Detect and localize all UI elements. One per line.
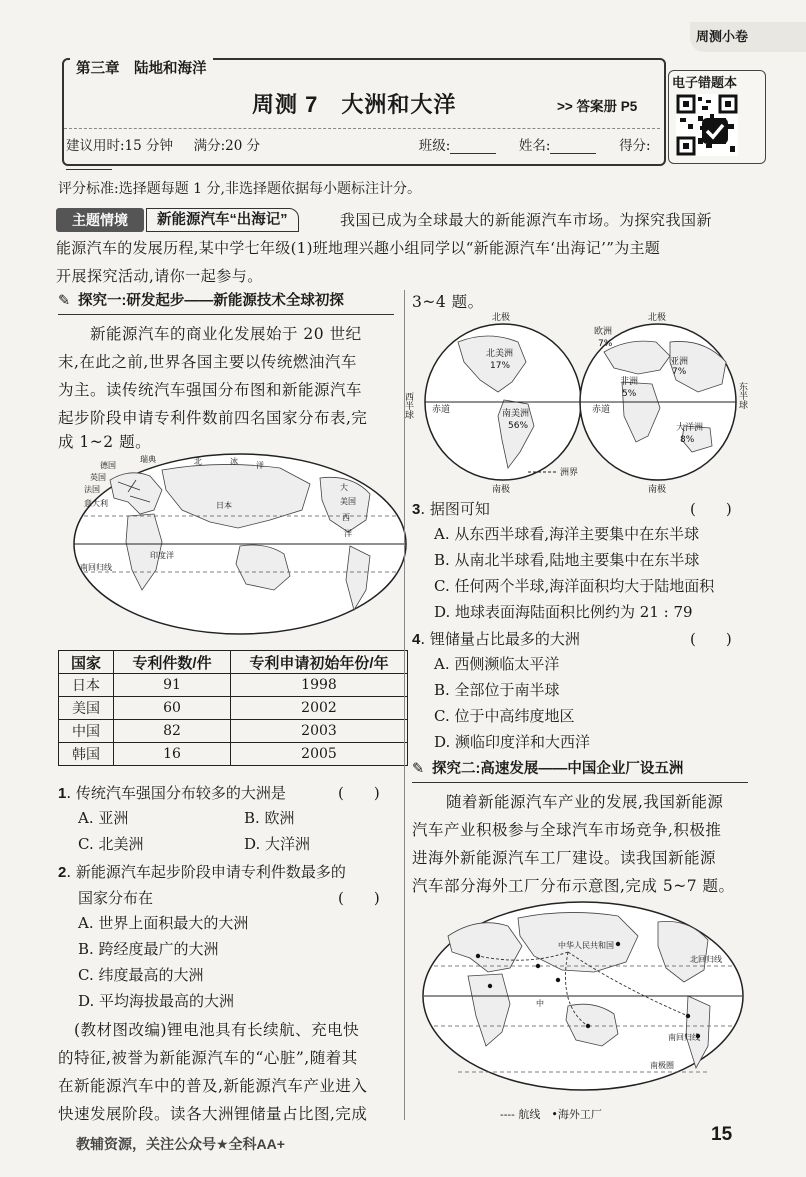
label-oc-pct: 8% [680,435,695,445]
q4-option-a[interactable]: A. 西侧濒临太平洋 [434,655,560,673]
label-af-pct: 5% [622,389,637,399]
map1-label-germany: 德国 [100,461,116,470]
inquiry1-line-4: 起步阶段申请专利件数前四名国家分布表,完 [58,409,368,427]
overseas-factory-map [418,896,748,1106]
meta-row [66,134,656,170]
map2-label-china: 中华人民共和国 [558,941,614,950]
question-1 [58,782,286,803]
question-2 [58,861,346,882]
score-label: 满分:20 分 [193,138,261,154]
name-field[interactable] [550,139,596,154]
table-header: 国家 [59,651,114,674]
label-sa-pct: 56% [508,421,529,431]
table-cell: 91 [114,674,231,697]
q2-option-a[interactable]: A. 世界上面积最大的大洲 [78,914,249,932]
label-as: 亚洲 [670,357,689,367]
globe-east-side: 东半球 [737,382,747,409]
globe-east-south: 南极 [648,485,667,495]
q4-answer-paren[interactable]: ( ) [690,630,732,648]
label-na-pct: 17% [490,361,511,371]
header-divider [64,128,660,129]
inquiry2-line-3: 进海外新能源汽车工厂建设。读我国新能源 [412,849,717,867]
battery-line-4: 快速发展阶段。读各大洲锂储量占比图,完成 [58,1105,368,1123]
inquiry1-line-3: 为主。读传统汽车强国分布图和新能源汽车 [58,381,363,399]
label-oc: 大洋洲 [676,423,704,433]
table-cell: 1998 [231,674,408,697]
map1-label-xi: 西 [342,513,350,522]
answer-ref[interactable]: >> 答案册 P5 [557,99,638,114]
question-number: 1 [58,785,67,802]
inquiry1-line-1: 新能源汽车的商业化发展始于 20 世纪 [90,325,362,343]
question-number: 2 [58,864,67,881]
inquiry2-heading [412,758,748,783]
hemisphere-lithium-map [403,312,748,497]
globe-west-side: 西半球 [403,392,413,419]
q2-option-c[interactable]: C. 纬度最高的大洲 [78,966,204,984]
map1-label-tropic: 南回归线 [80,563,112,572]
question-number: 3 [412,501,421,518]
q1-option-c[interactable]: C. 北美洲 [78,835,144,853]
globe-west-south: 南极 [492,485,511,495]
map2-label-tropic-n: 北回归线 [690,955,722,964]
question-stem: . 据图可知 [420,500,490,518]
battery-line-2: 的特征,被誉为新能源汽车的“心脏”,随着其 [58,1049,358,1067]
globe-east-north: 北极 [648,313,667,323]
map1-label-uk: 英国 [90,473,106,482]
theme-line-1: 我国已成为全球最大的新能源汽车市场。为探究我国新 [340,211,713,229]
map1-label-indian: 印度洋 [150,551,174,560]
label-eu: 欧洲 [594,327,613,337]
map2-legend: ---- 航线 •海外工厂 [500,1108,602,1121]
question-stem: . 锂储量占比最多的大洲 [420,630,580,648]
chapter-label: 第三章 陆地和海洋 [70,57,213,78]
battery-line-3: 在新能源汽车中的普及,新能源汽车产业进入 [58,1077,368,1095]
corner-tab [690,22,806,52]
map1-label-ice: 冰 [230,457,238,466]
question-3 [412,498,490,519]
inquiry1-line-5: 成 1~2 题。 [58,433,152,451]
pencil-icon: ✎ [58,293,71,309]
question-stem: . 新能源汽车起步阶段申请专利件数最多的 [66,863,346,881]
battery-line-1: (教材图改编)锂电池具有长续航、充电快 [74,1021,360,1039]
score-field[interactable] [66,155,112,170]
table-cell: 82 [114,720,231,743]
page-number: 15 [711,1124,733,1145]
q1-option-b[interactable]: B. 欧洲 [244,809,295,827]
inquiry2-heading-text: 探究二:高速发展——中国企业厂设五洲 [432,761,684,777]
table-cell: 60 [114,697,231,720]
label-sa: 南美洲 [502,409,530,419]
class-field[interactable] [450,139,496,154]
label-equator-w: 赤道 [432,405,451,415]
map1-label-ocean-1: 洋 [256,461,264,470]
table-cell: 2003 [231,720,408,743]
table-cell: 韩国 [59,743,114,766]
name-label: 姓名: [518,138,551,154]
theme-line-2: 能源汽车的发展历程,某中学七年级(1)班地理兴趣小组同学以“新能源汽车‘出海记’”为主题 [56,239,661,257]
map1-label-da: 大 [340,483,348,492]
theme-tag [56,208,144,232]
world-map-car-powers [70,450,410,638]
label-af: 非洲 [620,377,639,387]
qr-code-icon[interactable] [676,94,738,156]
table-cell: 美国 [59,697,114,720]
theme-line-3: 开展探究活动,请你一起参与。 [56,267,263,285]
q4-option-c[interactable]: C. 位于中高纬度地区 [434,707,575,725]
inquiry2-line-2: 汽车产业积极参与全球汽车市场竞争,积极推 [412,821,722,839]
map1-label-france: 法国 [84,485,100,494]
q2-option-b[interactable]: B. 跨经度最广的大洲 [78,940,219,958]
table-cell: 2005 [231,743,408,766]
q4-option-b[interactable]: B. 全部位于南半球 [434,681,560,699]
theme-name-label: 新能源汽车“出海记” [157,212,288,228]
q3-option-a[interactable]: A. 从东西半球看,海洋主要集中在东半球 [434,525,700,543]
corner-tab-label: 周测小卷 [696,29,749,44]
right-continuation: 3~4 题。 [412,293,484,311]
q3-option-d[interactable]: D. 地球表面海陆面积比例约为 21 : 79 [434,603,693,621]
q3-answer-paren[interactable]: ( ) [690,500,732,518]
map1-label-sweden: 瑞典 [140,455,156,464]
table-row [59,743,408,766]
q2-answer-paren[interactable]: ( ) [338,889,380,907]
q1-option-a[interactable]: A. 亚洲 [78,809,129,827]
footer-note: 教辅资源，关注公众号★全科AA+ [76,1136,285,1152]
scoring-rule: 评分标准:选择题每题 1 分,非选择题依据每小题标注计分。 [58,181,421,197]
question-number: 4 [412,631,421,648]
table-row [59,697,408,720]
pencil-icon: ✎ [412,761,425,777]
label-na: 北美洲 [486,349,514,359]
table-cell: 中国 [59,720,114,743]
inquiry2-line-1: 随着新能源汽车产业的发展,我国新能源 [446,793,724,811]
time-label: 建议用时:15 分钟 [66,138,174,154]
map2-label-tropic-s: 南回归线 [668,1033,700,1042]
map1-label-ocean-2: 洋 [344,529,352,538]
qr-label: 电子错题本 [672,75,738,90]
label-as-pct: 7% [672,367,687,377]
table-cell: 16 [114,743,231,766]
table-header: 专利申请初始年份/年 [231,651,408,674]
legend-continent-border: 洲界 [560,468,579,478]
inquiry1-line-2: 末,在此之前,世界各国主要以传统燃油汽车 [58,353,357,371]
inquiry2-line-4: 汽车部分海外工厂分布示意图,完成 5~7 题。 [412,877,735,895]
table-row [59,720,408,743]
map1-label-usa: 美国 [340,497,356,506]
table-header: 专利件数/件 [114,651,231,674]
got-label: 得分: [619,138,651,154]
map1-label-north: 北 [194,457,202,466]
patent-table [58,650,408,766]
q3-option-b[interactable]: B. 从南北半球看,陆地主要集中在东半球 [434,551,700,569]
globe-west-north: 北极 [492,313,511,323]
table-row [59,674,408,697]
question-stem: . 传统汽车强国分布较多的大洲是 [66,784,286,802]
theme-name [146,208,299,232]
label-equator-e: 赤道 [592,405,611,415]
q1-answer-paren[interactable]: ( ) [338,784,380,802]
q3-option-c[interactable]: C. 任何两个半球,海洋面积均大于陆地面积 [434,577,715,595]
question-4 [412,628,580,649]
page-title: 周测 7 大洲和大洋 [252,92,457,117]
label-eu-pct: 7% [598,339,613,349]
inquiry1-heading [58,290,394,315]
q4-option-d[interactable]: D. 濒临印度洋和大西洋 [434,733,591,751]
map2-label-zhong: 中 [536,999,544,1008]
map1-label-japan: 日本 [216,501,232,510]
inquiry1-heading-text: 探究一:研发起步——新能源技术全球初探 [78,293,344,309]
question-2-stem-line2: 国家分布在 [78,889,154,907]
map1-label-italy: 意大利 [84,499,108,508]
table-cell: 2002 [231,697,408,720]
q2-option-d[interactable]: D. 平均海拔最高的大洲 [78,992,235,1010]
theme-tag-label: 主题情境 [72,212,128,228]
q1-option-d[interactable]: D. 大洋洲 [244,835,311,853]
class-label: 班级: [418,138,451,154]
table-cell: 日本 [59,674,114,697]
map2-label-antarctic: 南极圈 [650,1061,674,1070]
